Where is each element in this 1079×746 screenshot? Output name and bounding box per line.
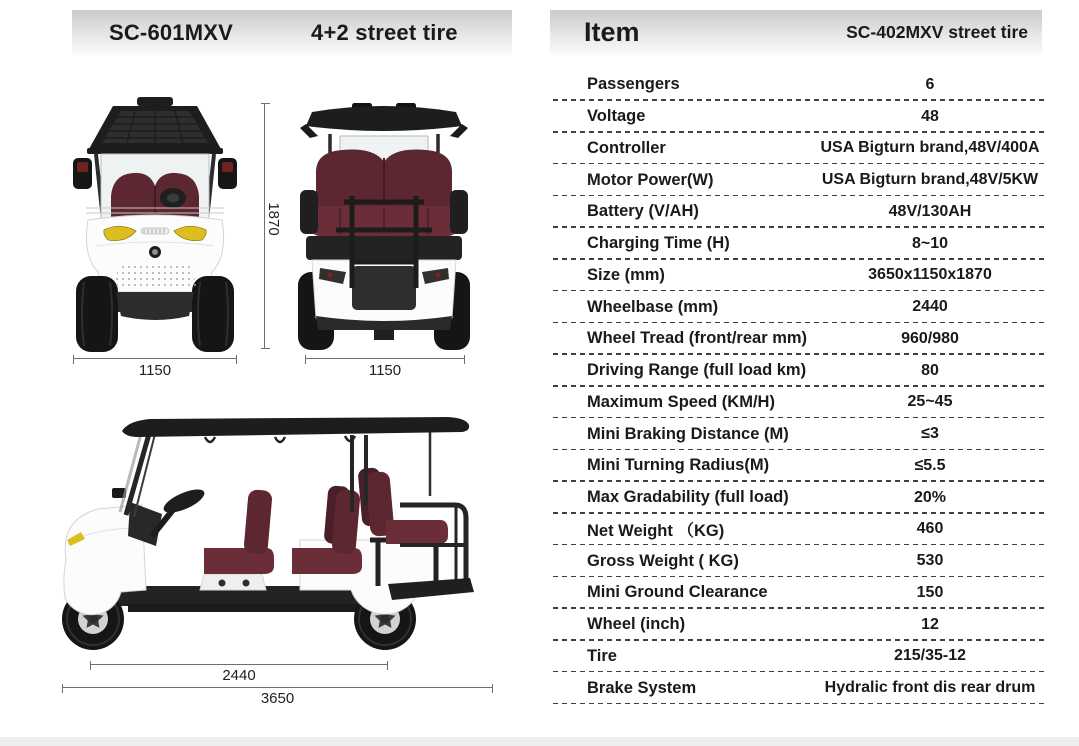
spec-table [553, 69, 1048, 704]
spec-row [553, 387, 1048, 419]
spec-label: Size (mm) [587, 265, 665, 284]
spec-value: USA Bigturn brand,48V/400A [820, 139, 1040, 157]
dim-label-front-width: 1150 [138, 362, 172, 379]
spec-row [553, 164, 1048, 196]
spec-value: 8~10 [911, 234, 949, 252]
spec-value: 48V/130AH [888, 202, 972, 220]
spec-row [553, 69, 1048, 101]
spec-label: Mini Ground Clearance [587, 583, 768, 602]
spec-label: Driving Range (full load km) [587, 361, 807, 380]
spec-row [553, 514, 1048, 546]
spec-row [553, 228, 1048, 260]
spec-row [553, 133, 1048, 165]
spec-label: Wheelbase (mm) [587, 297, 719, 316]
spec-value: ≤5.5 [914, 456, 946, 474]
spec-value: 80 [921, 361, 939, 379]
dim-label-rear-width: 1150 [368, 362, 402, 379]
dim-line-front-width [73, 358, 237, 359]
front-view-drawing [73, 95, 239, 355]
left-model-label: SC-601MXV [108, 19, 234, 45]
spec-label: Tire [587, 646, 617, 665]
footer-bar [0, 737, 1079, 746]
spec-value: 48 [921, 107, 939, 125]
spec-row [553, 609, 1048, 641]
dim-label-length: 3650 [260, 690, 295, 707]
spec-value: 3650x1150x1870 [868, 266, 992, 284]
spec-label: Mini Turning Radius(M) [587, 456, 770, 475]
spec-row [553, 323, 1048, 355]
spec-label: Motor Power(W) [587, 170, 714, 189]
spec-value: 960/980 [901, 329, 959, 347]
spec-row [553, 418, 1048, 450]
spec-row [553, 291, 1048, 323]
spec-value: 215/35-12 [893, 647, 967, 665]
spec-value: 25~45 [907, 393, 953, 411]
spec-label: Battery (V/AH) [587, 202, 699, 221]
spec-row [553, 672, 1048, 704]
right-header-bar [550, 10, 1042, 55]
dim-line-wheelbase [90, 664, 388, 665]
spec-value: 530 [916, 552, 944, 570]
spec-label: Brake System [587, 678, 697, 697]
spec-value: Hydralic front dis rear drum [824, 679, 1036, 697]
spec-label: Gross Weight ( KG) [587, 551, 739, 570]
spec-row [553, 545, 1048, 577]
spec-row [553, 355, 1048, 387]
spec-label: Wheel Tread (front/rear mm) [587, 329, 808, 348]
spec-label: Passengers [587, 75, 680, 94]
dim-label-wheelbase: 2440 [222, 667, 256, 684]
spec-row [553, 482, 1048, 514]
spec-row [553, 101, 1048, 133]
spec-value: USA Bigturn brand,48V/5KW [821, 171, 1039, 189]
spec-label: Voltage [587, 107, 646, 126]
spec-row [553, 196, 1048, 228]
side-view-drawing [55, 400, 510, 655]
right-model-label: SC-402MXV street tire [846, 22, 1028, 42]
spec-value: 460 [916, 520, 944, 538]
left-trim-label: 4+2 street tire [311, 19, 458, 45]
spec-value: 2440 [912, 298, 948, 316]
item-column-header: Item [584, 17, 640, 47]
spec-label: Charging Time (H) [587, 234, 730, 253]
rear-view-drawing [298, 100, 470, 355]
spec-value: 20% [913, 488, 947, 506]
spec-label: Wheel (inch) [587, 615, 686, 634]
dim-label-height: 1870 [265, 202, 282, 236]
spec-label: Mini Braking Distance (M) [587, 424, 789, 443]
dim-line-rear-width [305, 358, 465, 359]
spec-value: 6 [925, 75, 935, 93]
spec-value: 150 [916, 583, 944, 601]
spec-label: Net Weight （KG) [587, 522, 725, 541]
spec-value: 12 [921, 615, 939, 633]
spec-row [553, 260, 1048, 292]
spec-label: Maximum Speed (KM/H) [587, 392, 775, 411]
spec-row [553, 450, 1048, 482]
spec-row [553, 641, 1048, 673]
spec-value: ≤3 [921, 425, 939, 443]
left-header-bar [72, 10, 512, 55]
spec-label: Max Gradability (full load) [587, 488, 789, 507]
spec-label: Controller [587, 138, 666, 157]
spec-row [553, 577, 1048, 609]
dim-line-length [62, 687, 493, 688]
